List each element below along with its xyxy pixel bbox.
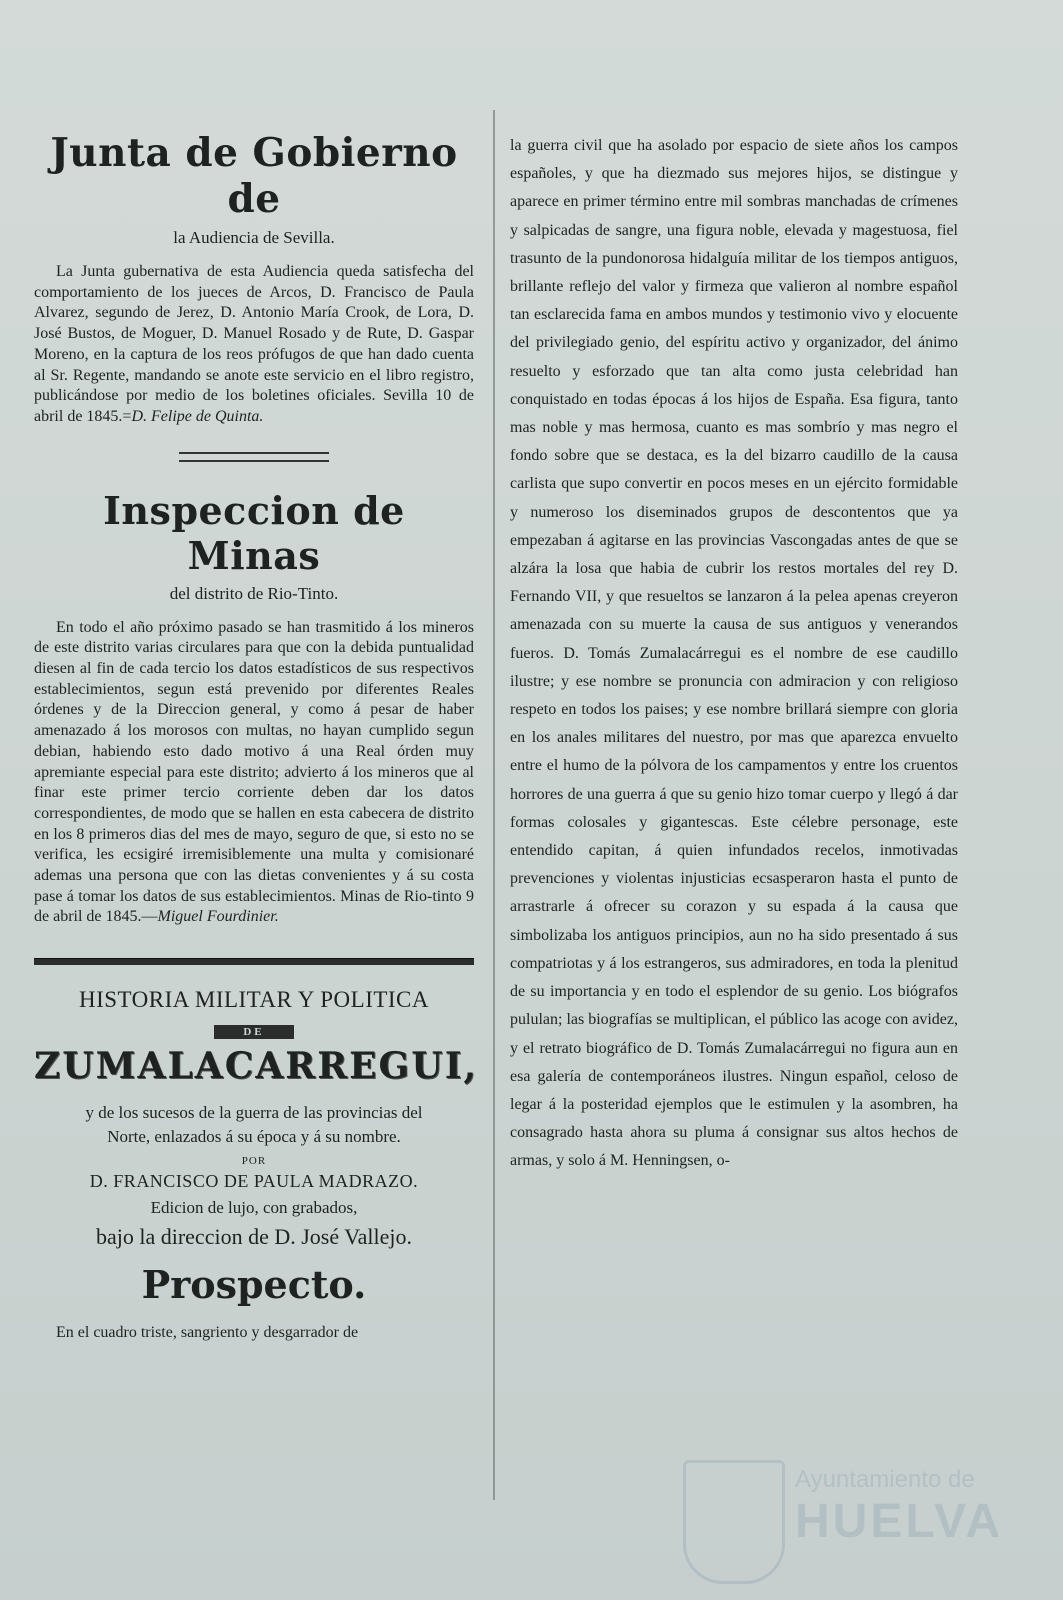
prospecto-opening: En el cuadro triste, sangriento y desgarrador de: [56, 1324, 359, 1342]
historia-section: [34, 987, 479, 1344]
historia-line-2: Norte, enlazados á su época y á su nombre.: [107, 1127, 401, 1147]
ornament-rule: [179, 452, 329, 462]
direction-line: bajo la direccion de D. José Vallejo.: [95, 1224, 413, 1250]
watermark-line-2: HUELVA: [795, 1495, 1004, 1548]
junta-title: Junta de Gobierno de: [50, 130, 458, 222]
author-name: D. FRANCISCO DE PAULA MADRAZO.: [89, 1171, 419, 1192]
inspeccion-subtitle: del distrito de Rio-Tinto.: [169, 583, 339, 603]
junta-subtitle: la Audiencia de Sevilla.: [173, 228, 335, 247]
junta-section: [34, 130, 474, 428]
inspeccion-section: [34, 488, 474, 929]
prospecto-title: Prospecto.: [141, 1262, 367, 1308]
zumalacarregui-title: ZUMALACARREGUI,: [34, 1045, 479, 1088]
prospecto-body: la guerra civil que ha asolado por espacio de siete años los campos españoles, y que ha diezmado sus mejores hijos, se distingue y aparece en primer término entre mil sombras manchadas de crímenes y salpicadas de sangre, una figura noble, elevada y magestuosa, fiel trasunto de la pundonorosa hidalguía militar de los tiempos antiguos, brillante reflejo del valor y firmeza que valieron al nombre español tan esclarecida fama en ambos mundos y testimonio vivo y elocuente del privilegiado genio, del espíritu activo y organizador, del ánimo resuelto y esforzado que tan alta como justa celebridad han conquistado en todas épocas á los hijos de España. Esa figura, tanto mas noble y mas hermosa, cuanto es mas sombrío y mas negro el fondo sobre que se destaca, es la del bizarro caudillo de la causa carlista que supo convertir en pocos meses en un ejército formidable y numeroso los diseminados grupos de descontentos que ya empezaban á agitarse en las provincias Vascongadas antes de que se alzára la losa que habia de cubrir los restos mortales del rey D. Fernando VII, y que resueltos se lanzaron á la pelea apenas creyeron amenazada con su muerte la causa de sus antiguos y venerandos fueros. D. Tomás Zumalacárregui es el nombre de ese caudillo ilustre; y ese nombre se pronuncia con admiracion y con religioso respeto en todos los paises; y ese nombre brillará siempre con gloria en los anales militares del nuestro, por mas que aparezca envuelto entre el humo de la pólvora de los campamentos y entre los cruentos horrores de una guerra á que su genio hizo tomar cuerpo y llegó á dar formas colosales y gigantescas. Este célebre personage, este entendido capitan, á quien infundados recelos, inmotivadas prevenciones y violentas injusticias ecsasperaron hasta el punto de arrastrarle á ofrecer su corazon y su espada á la causa que simbolizaba los antiguos principios, aun no ha sido presentado á sus compatriotas y á los estrangeros, sus admiradores, en toda la plenitud de su importancia y en todo el esplendor de su genio. Los biógrafos pululan; las biografías se multiplican, el público las acoge con avidez, y el retrato biográfico de D. Tomás Zumalacárregui no figura aun en esa galería de contemporáneos ilustres. Ningun español, celoso de legar á la posteridad ejemplos que le estimulen y la asombren, ha consagrado hasta ahora su pluma á consignar sus altos hechos de armas, y solo á M. Henningsen, o-: [510, 137, 958, 1170]
junta-text: La Junta gubernativa de esta Audiencia queda satisfecha del comportamiento de los jueces de Arcos, D. Francisco de Paula Alvarez, segundo de Jerez, D. Antonio María Crook, de Lora, D. José Bustos, de Moguer, D. Manuel Rosado y de Rute, D. Gaspar Moreno, en la captura de los reos prófugos de que han dado cuenta al Sr. Regente, mandando se anote este servicio en el libro registro, publicándose por medio de los boletines oficiales. Sevilla 10 de abril de 1845.=: [34, 263, 474, 425]
inspeccion-title: Inspeccion de Minas: [103, 487, 405, 578]
edition-line: Edicion de lujo, con grabados,: [150, 1198, 358, 1218]
inspeccion-signature: Miguel Fourdinier.: [157, 908, 279, 926]
junta-body: [34, 262, 474, 428]
right-column: [510, 132, 958, 1176]
watermark-line-1: Ayuntamiento de: [795, 1466, 975, 1493]
archive-watermark: [683, 1460, 1023, 1580]
historia-line-1: y de los sucesos de la guerra de las provincias del: [85, 1103, 423, 1123]
inspeccion-text: En todo el año próximo pasado se han trasmitido á los mineros de este distrito varias circulares para que con la debida puntualidad diesen al fin de cada tercio los datos estadísticos de sus respectivos establecimientos, segun está prevenido por diferentes Reales órdenes y de la Direccion general, y como á pesar de haber amenazado á los morosos con multas, no hayan cumplido segun debian, habiendo esto dado motivo á una Real órden muy apremiante especial para este distrito; advierto á los mineros que al finar este primer tercio corriente deben dar los datos correspondientes, de modo que se hallen en esta cabecera de distrito en los 8 primeros dias del mes de mayo, seguro de que, si esto no se verifica, les ecsigiré irremisiblemente una multa y comisionaré ademas una persona que con las dietas convenientes y á su costa pase á tomar los datos de sus establecimientos. Minas de Rio-tinto 9 de abril de 1845.—: [34, 618, 474, 926]
historia-title: HISTORIA MILITAR Y POLITICA: [78, 987, 430, 1013]
junta-signature: D. Felipe de Quinta.: [131, 407, 264, 425]
inspeccion-body: [34, 618, 474, 929]
de-plate: DE: [214, 1025, 294, 1039]
left-column: [34, 120, 479, 1344]
section-rule: [34, 958, 474, 965]
por-label: POR: [241, 1155, 267, 1168]
column-divider: [493, 110, 495, 1500]
shield-icon: [683, 1460, 785, 1584]
